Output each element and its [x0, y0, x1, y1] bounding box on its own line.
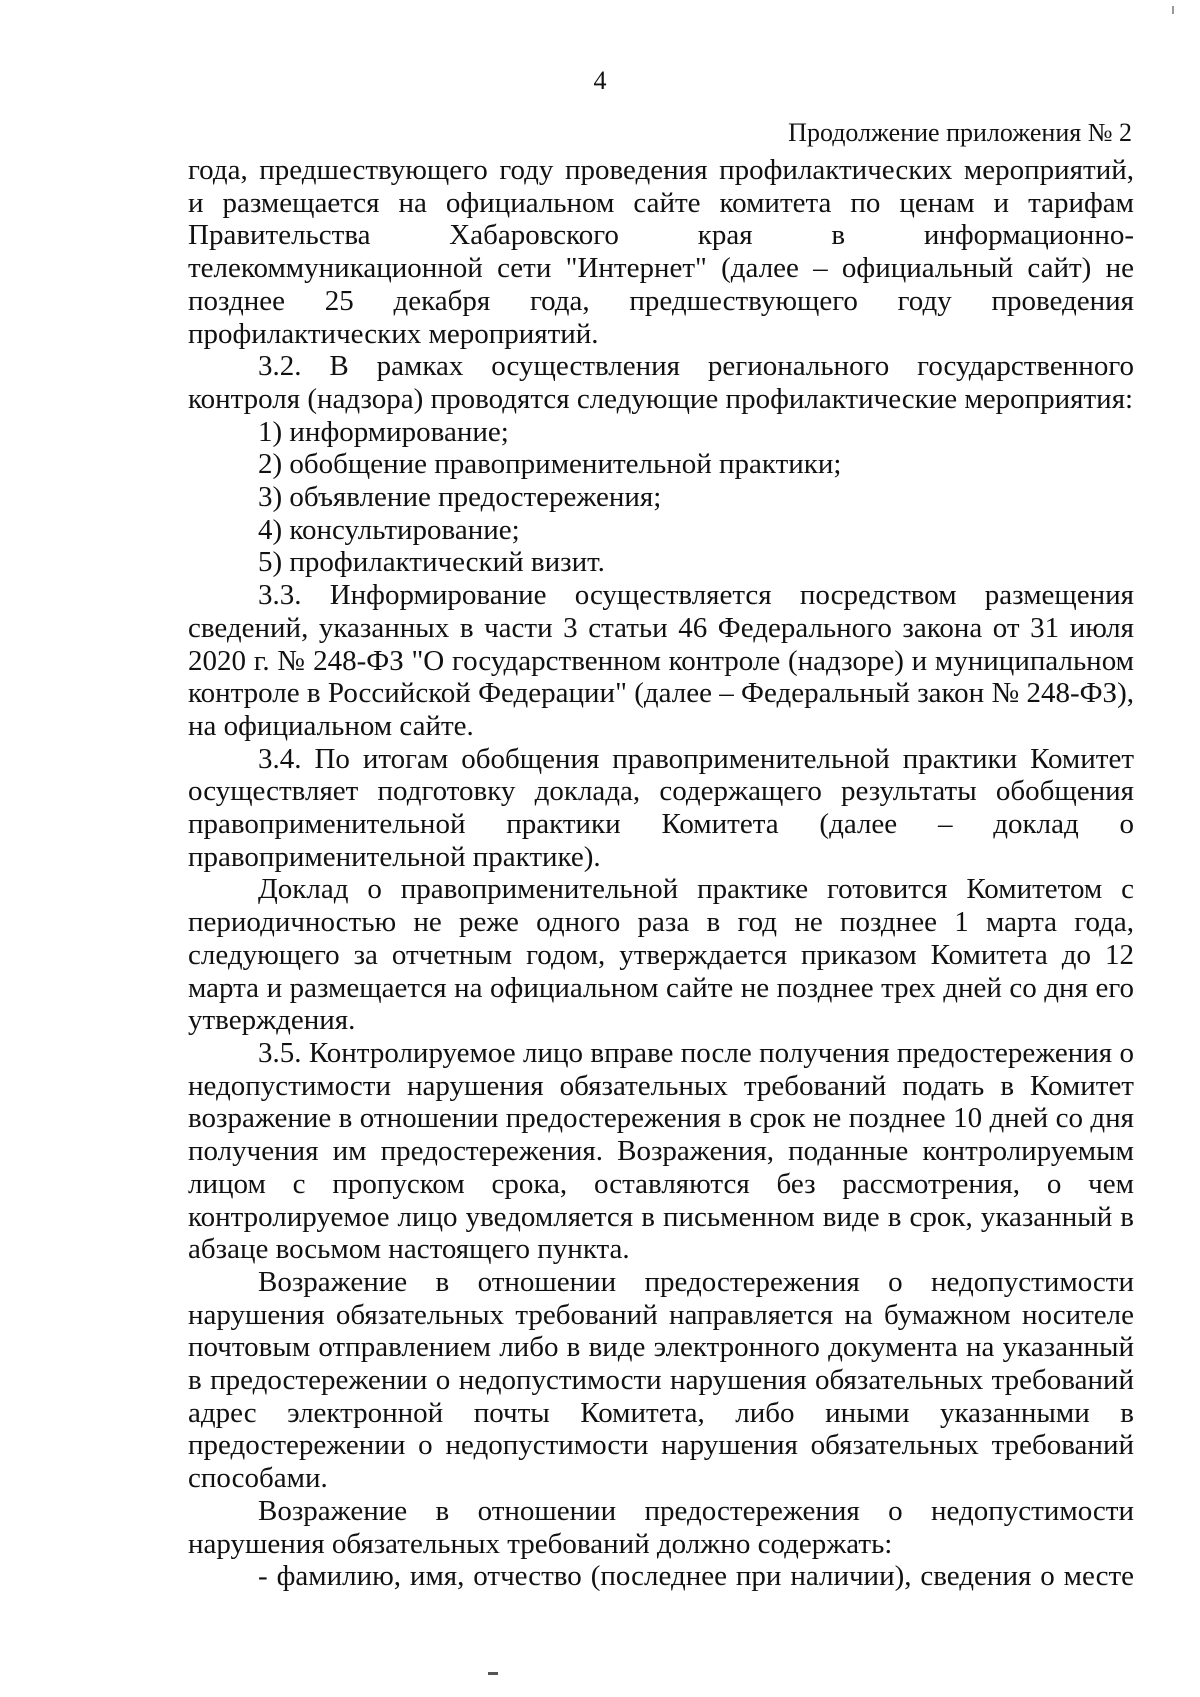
scan-speck	[1172, 6, 1174, 14]
paragraph-report: Доклад о правоприменительной практике готовится Комитетом с периодичностью не реже одного раза в год не позднее 1 марта года, следующего за отчетным годом, утверждается приказом Комитета до 12 марта и размещается на официальном сайте не позднее трех дней со дня его утверждения.	[188, 873, 1134, 1037]
paragraph-3-3: 3.3. Информирование осуществляется посредством размещения сведений, указанных в части 3 статьи 46 Федерального закона от 31 июля 2020 г. № 248-ФЗ "О государственном контроле (надзоре) и муниципальном контроле в Российской Федерации" (далее – Федеральный закон № 248-ФЗ), на официальном сайте.	[188, 579, 1134, 742]
list-item-4: 4) консультирование;	[258, 513, 520, 546]
paragraph-3-2: 3.2. В рамках осуществления регионального государственного контроля (надзора) проводятся следующие профилактические мероприятия:	[188, 350, 1134, 415]
paragraph-objection-item: - фамилию, имя, отчество (последнее при наличии), сведения о месте	[258, 1560, 1134, 1593]
paragraph-continuation: года, предшествующего году проведения профилактических мероприятий, и размещается на официальном сайте комитета по ценам и тарифам Правительства Хабаровского края в информационно-телекоммуникационной сети "Интернет" (далее – официальный сайт) не позднее 25 декабря года, предшествующего году проведения профилактических мероприятий.	[188, 154, 1134, 350]
list-item-5: 5) профилактический визит.	[258, 546, 605, 579]
list-item-3: 3) объявление предостережения;	[258, 481, 662, 514]
scan-speck	[488, 1672, 498, 1675]
paragraph-3-5: 3.5. Контролируемое лицо вправе после получения предостережения о недопустимости нарушения обязательных требований подать в Комитет возражение в отношении предостережения в срок не позднее 10 дней со дня получения им предостережения. Возражения, поданные контролируемым лицом с пропуском срока, оставляются без рассмотрения, о чем контролируемое лицо уведомляется в письменном виде в срок, указанный в абзаце восьмом настоящего пункта.	[188, 1036, 1134, 1266]
paragraph-3-4: 3.4. По итогам обобщения правоприменительной практики Комитет осуществляет подготовку доклада, содержащего результаты обобщения правоприменительной практики Комитета (далее – доклад о правоприменительной практике).	[188, 742, 1134, 873]
paragraph-objection-content: Возражение в отношении предостережения о недопустимости нарушения обязательных требований должно содержать:	[188, 1494, 1134, 1560]
page-number: 4	[593, 66, 607, 95]
running-head-appendix: Продолжение приложения № 2	[788, 118, 1132, 147]
document-body	[188, 154, 1134, 1593]
list-item-1: 1) информирование;	[258, 415, 509, 448]
list-item-2: 2) обобщение правоприменительной практики;	[258, 448, 842, 481]
paragraph-objection-delivery: Возражение в отношении предостережения о недопустимости нарушения обязательных требований направляется на бумажном носителе почтовым отправлением либо в виде электронного документа на указанный в предостережении о недопустимости нарушения обязательных требований адрес электронной почты Комитета, либо иными указанными в предостережении о недопустимости нарушения обязательных требований способами.	[188, 1265, 1134, 1495]
